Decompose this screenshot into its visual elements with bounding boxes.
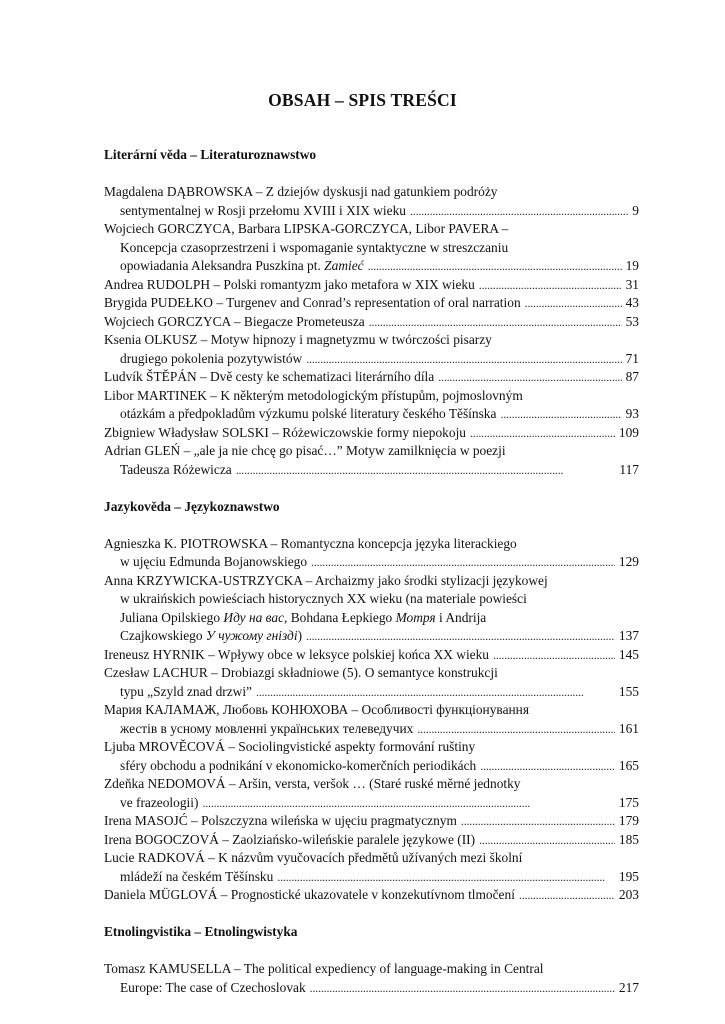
- entry-line: otázkám a předpokladům výzkumu polské literatury českého Těšínska: [120, 406, 497, 421]
- entry-line: жестів в усному мовленні українських телеведучих: [120, 720, 414, 736]
- page-number: 203: [618, 887, 639, 902]
- entry-line: Irena MASOJĆ – Polszczyzna wileńska w ujęciu pragmatycznym: [104, 813, 457, 828]
- page-number: 129: [618, 554, 639, 569]
- toc-entry: [104, 812, 639, 831]
- toc-entry: [104, 646, 639, 665]
- toc-entry: [104, 442, 639, 479]
- toc-entry: [104, 183, 639, 220]
- toc-entry: [104, 572, 639, 646]
- toc-entry: [104, 294, 639, 313]
- entry-line: Juliana Opilskiego Иду на вас, Bohdana Łepkiego Мотря i Andrija: [120, 609, 487, 625]
- page-number: 145: [618, 646, 639, 662]
- entry-line: Adrian GLEŃ – „ale ja nie chcę go pisać…” Motyw zamilknięcia w poezji: [104, 443, 506, 458]
- entry-line: Ludvík ŠTĚPÁN – Dvě cesty ke schematizaci literárního díla: [104, 369, 435, 384]
- entry-line: Libor MARTINEK – K některým metodologickým přístupům, pojmoslovným: [104, 387, 523, 403]
- dot-leader: [470, 424, 615, 443]
- work-title: Мотря: [395, 609, 436, 625]
- entry-line: Irena BOGOCZOVÁ – Zaolziańsko-wileńskie paralele językowe (II): [104, 831, 476, 847]
- dot-leader: [368, 257, 622, 276]
- toc-entry: [104, 313, 639, 332]
- entry-line: Czesław LACHUR – Drobiazgi składniowe (5). O semantyce konstrukcji: [104, 665, 498, 680]
- entry-line: Magdalena DĄBROWSKA – Z dziejów dyskusji nad gatunkiem podróży: [104, 184, 498, 199]
- page-number: 175: [618, 794, 639, 810]
- page-number: 179: [618, 813, 639, 828]
- toc-entry: [104, 849, 639, 886]
- page-number: 9: [632, 202, 639, 218]
- work-title: Zamieć: [324, 258, 364, 273]
- toc-entry: [104, 701, 639, 738]
- dot-leader: [480, 757, 615, 776]
- entry-line: Anna KRZYWICKA-USTRZYCKA – Archaizmy jako środki stylizacji językowej: [104, 572, 548, 588]
- work-title: У чужому гнізді: [205, 628, 298, 643]
- dot-leader: [306, 627, 615, 646]
- page-number: 109: [618, 424, 639, 440]
- toc-entry: [104, 886, 639, 905]
- page-number: 117: [619, 461, 639, 477]
- section-heading-linguistics: Jazykověda – Językoznawstwo: [104, 498, 280, 514]
- page-number: 87: [625, 369, 639, 384]
- page-number: 161: [618, 720, 639, 736]
- entry-line: sféry obchodu a podnikání v ekonomicko-komerčních periodikách: [120, 757, 477, 773]
- entry-line: Zdeňka NEDOMOVÁ – Aršin, versta, veršok … (Staré ruské měrné jednotky: [104, 776, 521, 791]
- entry-line: Agnieszka K. PIOTROWSKA – Romantyczna koncepcja języka literackiego: [104, 535, 517, 551]
- work-title: Иду на вас: [223, 609, 285, 625]
- entry-line: Zbigniew Władysław SOLSKI – Różewiczowskie formy niepokoju: [104, 424, 466, 440]
- entry-line: Europe: The case of Czechoslovak: [120, 979, 306, 995]
- dot-leader: [410, 202, 628, 221]
- entry-line: Wojciech GORCZYCA – Biegacze Prometeusza: [104, 313, 365, 329]
- toc-entry: [104, 424, 639, 443]
- page-number: 195: [618, 868, 639, 884]
- page-title: OBSAH – SPIS TREŚCI: [268, 90, 457, 110]
- dot-leader: [277, 868, 615, 887]
- page-number: 53: [625, 313, 639, 329]
- page-number: 43: [625, 295, 639, 310]
- entry-line: drugiego pokolenia pozytywistów: [120, 350, 303, 366]
- dot-leader: [500, 405, 621, 424]
- entry-line: Ireneusz HYRNIK – Wpływy obce w leksyce polskiej końca XX wieku: [104, 646, 490, 662]
- entry-line: Мария КАЛАМАЖ, Любовь КОНЮХОВА – Особливості функціонування: [104, 702, 529, 717]
- dot-leader: [369, 313, 622, 332]
- toc-entry: [104, 664, 639, 701]
- toc-entry: [104, 276, 639, 295]
- toc-entry: [104, 387, 639, 424]
- entry-line: sentymentalnej w Rosji przełomu XVIII i XIX wieku: [120, 202, 406, 218]
- entry-line: Andrea RUDOLPH – Polski romantyzm jako metafora w XIX wieku: [104, 276, 475, 292]
- dot-leader: [461, 812, 615, 831]
- dot-leader: [311, 553, 615, 572]
- page-number: 137: [618, 628, 639, 643]
- entry-line: Wojciech GORCZYCA, Barbara LIPSKA-GORCZYCA, Libor PAVERA –: [104, 221, 509, 236]
- section-heading-literary-studies: Literární věda – Literaturoznawstwo: [104, 147, 317, 162]
- dot-leader: [306, 350, 621, 369]
- entry-line: Daniela MÜGLOVÁ – Prognostické ukazovatele v konzekutívnom tlmočení: [104, 887, 515, 902]
- entry-line: mládeží na českém Těšínsku: [120, 868, 274, 884]
- toc-content: [104, 146, 639, 997]
- page-number: 31: [625, 276, 639, 292]
- dot-leader: [256, 683, 615, 702]
- toc-entry: [104, 220, 639, 276]
- dot-leader: [417, 720, 615, 739]
- toc-entry: [104, 535, 639, 572]
- toc-entry: [104, 368, 639, 387]
- entry-line: Czajkowskiego У чужому гнізді): [120, 628, 303, 643]
- toc-entry: [104, 738, 639, 775]
- dot-leader: [525, 294, 622, 313]
- entry-line: Tadeusza Różewicza: [120, 461, 232, 477]
- entry-line: Tomasz KAMUSELLA – The political expediency of language-making in Central: [104, 961, 544, 976]
- page-number: 217: [618, 979, 639, 995]
- entry-line: Brygida PUDEŁKO – Turgenev and Conrad’s representation of oral narration: [104, 295, 521, 310]
- section-heading-ethnolinguistics: Etnolingvistika – Etnolingwistyka: [104, 924, 298, 939]
- entry-line: Lucie RADKOVÁ – K názvům vyučovacích předmětů užívaných mezi školní: [104, 850, 523, 865]
- page-number: 93: [625, 406, 639, 421]
- page-number: 165: [618, 757, 639, 773]
- entry-line: typu „Szyld znad drzwi”: [120, 683, 253, 699]
- entry-line: w ujęciu Edmunda Bojanowskiego: [120, 554, 308, 569]
- toc-entry: [104, 960, 639, 997]
- dot-leader: [310, 979, 615, 998]
- entry-line: Ksenia OLKUSZ – Motyw hipnozy i magnetyzmu w twórczości pisarzy: [104, 332, 492, 347]
- entry-line: w ukraińskich powieściach historycznych XX wieku (na materiale powieści: [120, 591, 527, 606]
- toc-entry: [104, 775, 639, 812]
- page-number: 71: [625, 350, 639, 366]
- entry-line: Ljuba MROVĚCOVÁ – Sociolingvistické aspekty formování ruštiny: [104, 739, 476, 754]
- entry-line: opowiadania Aleksandra Puszkina pt. Zamieć: [120, 258, 364, 273]
- dot-leader: [479, 276, 622, 295]
- dot-leader: [202, 794, 614, 813]
- entry-line: ve frazeologii): [120, 794, 199, 810]
- page-number: 185: [618, 831, 639, 847]
- dot-leader: [493, 646, 615, 665]
- dot-leader: [519, 886, 615, 905]
- dot-leader: [479, 831, 615, 850]
- toc-entry: [104, 831, 639, 850]
- dot-leader: [236, 461, 616, 480]
- entry-line: Koncepcja czasoprzestrzeni i wspomaganie syntaktyczne w streszczaniu: [120, 239, 509, 255]
- page-number: 155: [618, 683, 639, 699]
- dot-leader: [438, 368, 621, 387]
- toc-entry: [104, 331, 639, 368]
- page-number: 19: [625, 258, 639, 273]
